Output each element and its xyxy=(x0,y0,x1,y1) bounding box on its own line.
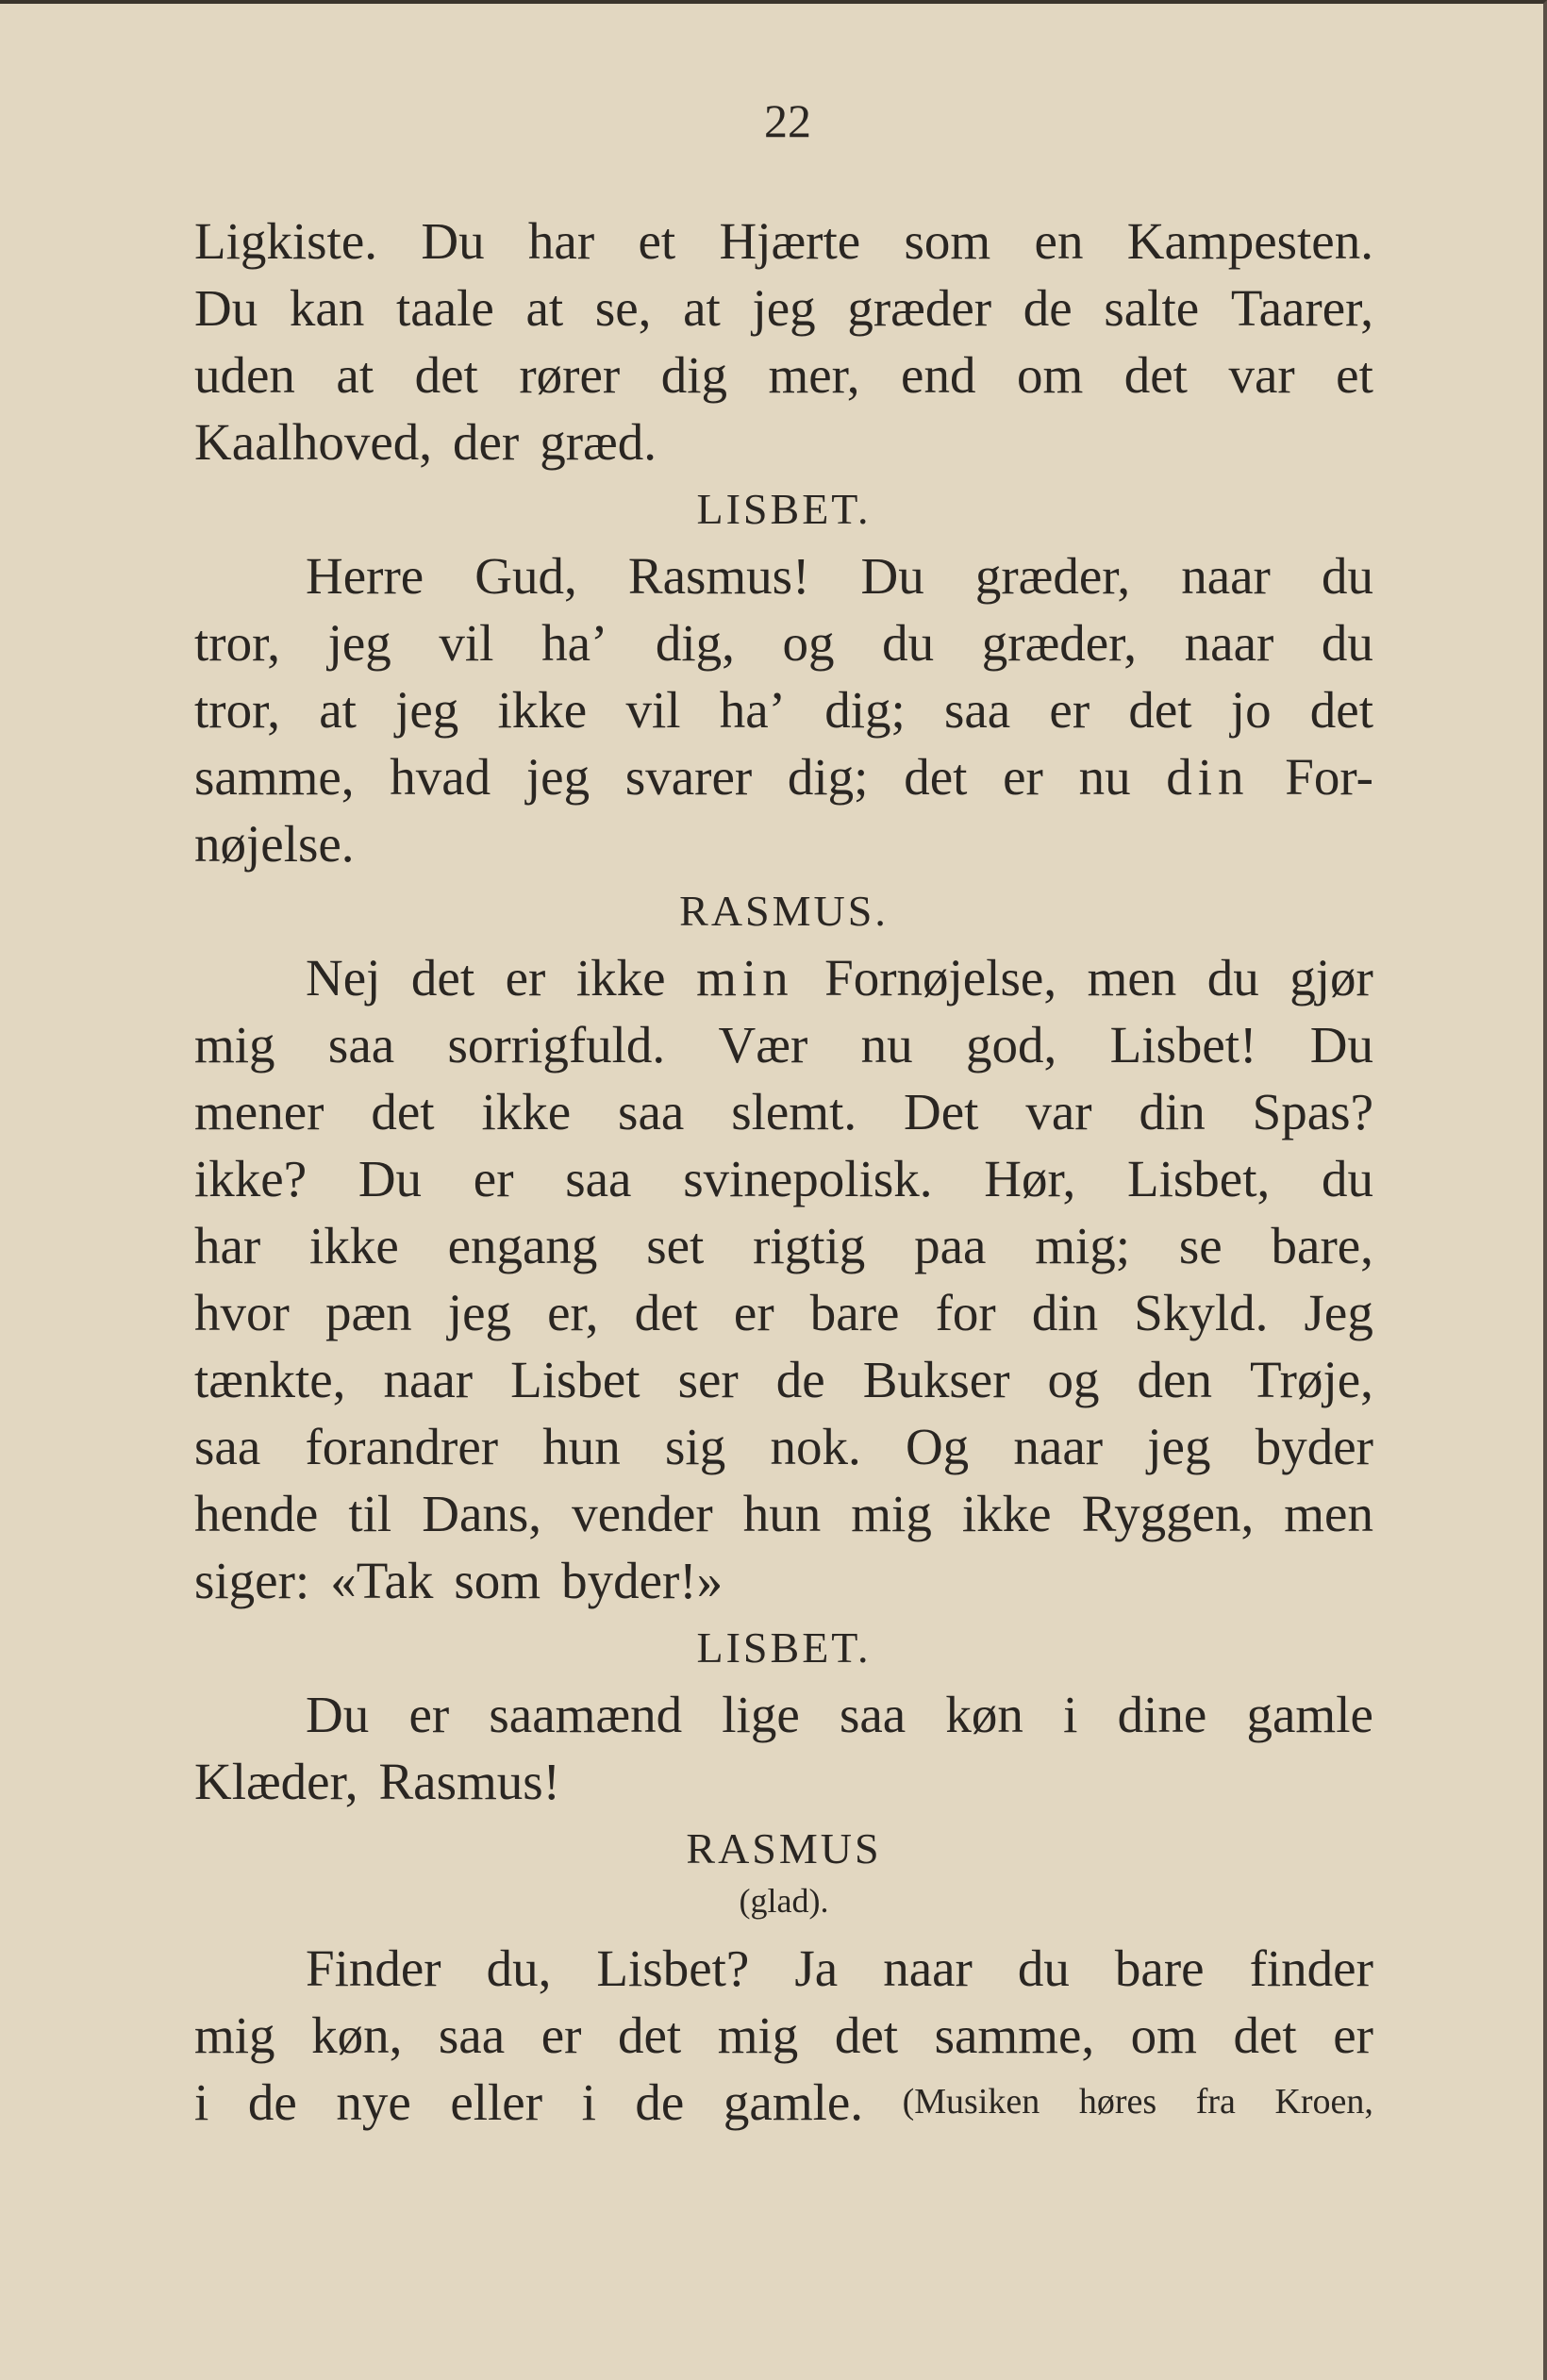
word: rører xyxy=(519,346,621,404)
word: de xyxy=(775,1351,825,1408)
word: mig xyxy=(194,1016,275,1073)
word: svinepolisk. xyxy=(683,1150,933,1207)
word: det xyxy=(834,2006,899,2064)
word: set xyxy=(646,1217,705,1274)
word: du xyxy=(1206,949,1259,1007)
word: Nej xyxy=(306,949,381,1007)
word: er xyxy=(1049,681,1090,739)
word: naar xyxy=(383,1351,474,1408)
word: vil xyxy=(625,681,681,739)
word: Rasmus! xyxy=(627,547,810,605)
word: Kroen, xyxy=(1274,2082,1373,2122)
word: jeg xyxy=(525,748,591,806)
word: kan xyxy=(289,279,365,337)
word: Finder xyxy=(306,1939,441,1997)
word: gamle. xyxy=(723,2073,864,2131)
word: Hjærte xyxy=(719,212,861,270)
word: det xyxy=(414,346,478,404)
word: græder, xyxy=(974,547,1131,605)
text-line-20 xyxy=(194,1681,1373,1748)
word: Bukser xyxy=(862,1351,1010,1408)
word: siger: xyxy=(194,1552,310,1609)
speaker-heading: LISBET. xyxy=(696,1623,872,1672)
word: er xyxy=(541,2006,582,2064)
word: dig; xyxy=(824,681,906,739)
word: bare, xyxy=(1271,1217,1373,1274)
word: Lisbet xyxy=(510,1351,640,1408)
word: svarer xyxy=(624,748,753,806)
word: nu xyxy=(1078,748,1131,806)
word: det xyxy=(1128,681,1192,739)
word: forandrer xyxy=(305,1418,499,1475)
word: saa xyxy=(327,1016,395,1073)
word: men xyxy=(1284,1485,1373,1542)
word: ha’ xyxy=(541,614,608,672)
word: er xyxy=(473,1150,514,1207)
word: at xyxy=(336,346,374,404)
word: ser xyxy=(677,1351,739,1408)
word: saa xyxy=(618,1083,685,1140)
word: hende xyxy=(194,1485,319,1542)
word: du xyxy=(1321,1150,1373,1207)
word: sig xyxy=(665,1418,726,1475)
word: køn, xyxy=(311,2006,403,2064)
text-line-8 xyxy=(194,743,1373,810)
word: jeg xyxy=(752,279,816,337)
word: et xyxy=(1336,346,1373,404)
word: mig xyxy=(717,2006,799,2064)
text-line-13 xyxy=(194,1145,1373,1212)
word: fra xyxy=(1195,2082,1236,2122)
word: ikke xyxy=(961,1485,1052,1542)
word: eller xyxy=(450,2073,543,2131)
word: engang xyxy=(447,1217,598,1274)
word: vil xyxy=(439,614,494,672)
word: mer, xyxy=(768,346,860,404)
word: der xyxy=(453,413,520,471)
word: tror, xyxy=(194,614,280,672)
text-line-21 xyxy=(194,1748,1373,1815)
word: er xyxy=(505,949,546,1007)
word: dig xyxy=(660,346,727,404)
word: vender xyxy=(572,1485,713,1542)
word: Vær xyxy=(718,1016,808,1073)
word: det xyxy=(410,949,475,1007)
word: Du xyxy=(358,1150,423,1207)
word: uden xyxy=(194,346,295,404)
word: Trøje, xyxy=(1249,1351,1373,1408)
word: Jeg xyxy=(1304,1284,1373,1341)
word: nye xyxy=(336,2073,411,2131)
word: saa xyxy=(438,2006,506,2064)
word: at xyxy=(683,279,721,337)
text-line-17 xyxy=(194,1413,1373,1480)
word: saamænd xyxy=(489,1686,683,1743)
word: den xyxy=(1137,1351,1212,1408)
word: tror, xyxy=(194,681,280,739)
text-line-14 xyxy=(194,1212,1373,1279)
word: de xyxy=(247,2073,297,2131)
word: byder!» xyxy=(561,1552,724,1609)
word: god, xyxy=(966,1016,1057,1073)
word: de xyxy=(635,2073,685,2131)
word: Ryggen, xyxy=(1081,1485,1255,1542)
word: dig; xyxy=(787,748,869,806)
word: jo xyxy=(1230,681,1272,739)
word: din xyxy=(1031,1284,1099,1341)
word: «Tak xyxy=(330,1552,434,1609)
word: det xyxy=(1123,346,1188,404)
word: slemt. xyxy=(731,1083,857,1140)
word: du xyxy=(882,614,935,672)
word: paa xyxy=(914,1217,987,1274)
speaker-heading: RASMUS. xyxy=(679,887,889,935)
text-line-22 xyxy=(194,1935,1373,2002)
text-line-12 xyxy=(194,1078,1373,1145)
word: Klæder, xyxy=(194,1753,358,1810)
stage-direction: (glad). xyxy=(739,1882,829,1920)
word: end xyxy=(901,346,976,404)
word: samme, xyxy=(194,748,355,806)
word: nu xyxy=(860,1016,913,1073)
word: som xyxy=(904,212,991,270)
text-line-3 xyxy=(194,341,1373,408)
word: bare xyxy=(1114,1939,1205,1997)
word: jeg xyxy=(1147,1418,1211,1475)
word: tænkte, xyxy=(194,1351,346,1408)
text-line-9 xyxy=(194,810,1373,877)
text-line-10 xyxy=(194,944,1373,1011)
word: de xyxy=(1023,279,1073,337)
word: at xyxy=(525,279,564,337)
word: græder xyxy=(847,279,992,337)
word: Taarer, xyxy=(1230,279,1373,337)
word: min xyxy=(696,949,794,1007)
word: i xyxy=(581,2073,596,2131)
word: finder xyxy=(1249,1939,1373,1997)
word: om xyxy=(1130,2006,1197,2064)
word: Hør, xyxy=(984,1150,1076,1207)
text-line-11 xyxy=(194,1011,1373,1078)
word: er xyxy=(1003,748,1043,806)
word: det xyxy=(904,748,968,806)
word: Skyld. xyxy=(1134,1284,1269,1341)
word: Du xyxy=(194,279,258,337)
word: jeg xyxy=(395,681,459,739)
word: bare xyxy=(809,1284,900,1341)
word: Fornøjelse, xyxy=(824,949,1057,1007)
word: saa xyxy=(565,1150,632,1207)
text-line-4 xyxy=(194,408,1373,475)
word: byder xyxy=(1255,1418,1373,1475)
word: Herre xyxy=(306,547,424,605)
text-line-7 xyxy=(194,676,1373,743)
word: saa xyxy=(943,681,1011,739)
word: det xyxy=(1309,681,1373,739)
word: gamle xyxy=(1246,1686,1373,1743)
word: din xyxy=(1166,748,1250,806)
word: og xyxy=(1047,1351,1100,1408)
word: er xyxy=(1333,2006,1373,2064)
word: Ligkiste. xyxy=(194,212,378,270)
word: ha’ xyxy=(719,681,786,739)
word: rigtig xyxy=(753,1217,866,1274)
word: høres xyxy=(1078,2082,1157,2122)
word: det xyxy=(617,2006,682,2064)
word: Kampesten. xyxy=(1126,212,1373,270)
word: Kaalhoved, xyxy=(194,413,432,471)
word: du, xyxy=(486,1939,552,1997)
word: naar xyxy=(1013,1418,1104,1475)
word: og xyxy=(782,614,835,672)
word: se, xyxy=(594,279,652,337)
word: din xyxy=(1139,1083,1206,1140)
word: hun xyxy=(542,1418,621,1475)
text-block xyxy=(194,208,1373,2136)
word: var xyxy=(1228,346,1295,404)
word: dig, xyxy=(655,614,735,672)
text-line-18 xyxy=(194,1480,1373,1547)
word: Du xyxy=(421,212,485,270)
word: Rasmus! xyxy=(378,1753,560,1810)
word: Spas? xyxy=(1252,1083,1373,1140)
word: ikke xyxy=(497,681,588,739)
text-line-1 xyxy=(194,208,1373,275)
word: mig xyxy=(194,2006,275,2064)
word: det xyxy=(634,1284,698,1341)
word: ikke xyxy=(575,949,666,1007)
word: er, xyxy=(547,1284,599,1341)
text-line-15 xyxy=(194,1279,1373,1346)
speaker-heading: LISBET. xyxy=(696,485,872,533)
word: er xyxy=(408,1686,450,1743)
text-line-19 xyxy=(194,1547,1373,1614)
word: Du xyxy=(1309,1016,1373,1073)
word: du xyxy=(1017,1939,1070,1997)
word: at xyxy=(319,681,357,739)
word: Lisbet, xyxy=(1127,1150,1271,1207)
word: du xyxy=(1321,614,1373,672)
word: Lisbet? xyxy=(596,1939,750,1997)
word: Det xyxy=(904,1083,979,1140)
word: Du xyxy=(306,1686,370,1743)
text-line-24 xyxy=(194,2069,1373,2136)
word: hun xyxy=(742,1485,822,1542)
word: Lisbet! xyxy=(1109,1016,1257,1073)
word: mig; xyxy=(1035,1217,1131,1274)
word: Gud, xyxy=(474,547,577,605)
word: om xyxy=(1016,346,1084,404)
word: saa xyxy=(194,1418,261,1475)
word: det xyxy=(1233,2006,1297,2064)
word: hvad xyxy=(390,748,491,806)
text-line-6 xyxy=(194,609,1373,676)
word: var xyxy=(1025,1083,1092,1140)
word: for xyxy=(935,1284,996,1341)
word: gjør xyxy=(1289,949,1373,1007)
word: (Musiken xyxy=(902,2082,1040,2122)
word: har xyxy=(527,212,595,270)
word: en xyxy=(1034,212,1084,270)
word: har xyxy=(194,1217,261,1274)
word: Dans, xyxy=(422,1485,542,1542)
word: taale xyxy=(396,279,494,337)
word: Ja xyxy=(794,1939,839,1997)
word: samme, xyxy=(934,2006,1095,2064)
page-number: 22 xyxy=(764,94,811,147)
word: ikke? xyxy=(194,1150,308,1207)
word: i xyxy=(194,2073,209,2131)
word: græd. xyxy=(540,413,657,471)
word: nøjelse. xyxy=(194,815,355,873)
word: naar xyxy=(1184,614,1274,672)
word: naar xyxy=(1181,547,1271,605)
word: salte xyxy=(1104,279,1200,337)
text-line-23 xyxy=(194,2002,1373,2069)
word: et xyxy=(638,212,676,270)
word: pæn xyxy=(324,1284,412,1341)
word: køn xyxy=(945,1686,1023,1743)
word: er xyxy=(733,1284,774,1341)
word: hvor xyxy=(194,1284,290,1341)
word: til xyxy=(348,1485,392,1542)
word: det xyxy=(371,1083,435,1140)
text-line-2 xyxy=(194,275,1373,341)
word: ikke xyxy=(481,1083,572,1140)
word: ikke xyxy=(309,1217,399,1274)
word: nok. xyxy=(770,1418,861,1475)
word: græder, xyxy=(981,614,1138,672)
word: men xyxy=(1087,949,1177,1007)
word: lige xyxy=(722,1686,800,1743)
word: dine xyxy=(1117,1686,1207,1743)
word: naar xyxy=(883,1939,973,1997)
word: Du xyxy=(860,547,924,605)
word: se xyxy=(1178,1217,1223,1274)
word: jeg xyxy=(447,1284,511,1341)
word: For- xyxy=(1285,748,1373,806)
speaker-heading: RASMUS xyxy=(686,1824,882,1872)
text-line-5 xyxy=(194,542,1373,609)
word: mener xyxy=(194,1083,324,1140)
word: du xyxy=(1321,547,1373,605)
word: Og xyxy=(905,1418,970,1475)
word: saa xyxy=(839,1686,907,1743)
word: jeg xyxy=(327,614,391,672)
word: sorrigfuld. xyxy=(447,1016,666,1073)
word: som xyxy=(454,1552,541,1609)
word: mig xyxy=(851,1485,932,1542)
word: i xyxy=(1063,1686,1078,1743)
text-line-16 xyxy=(194,1346,1373,1413)
